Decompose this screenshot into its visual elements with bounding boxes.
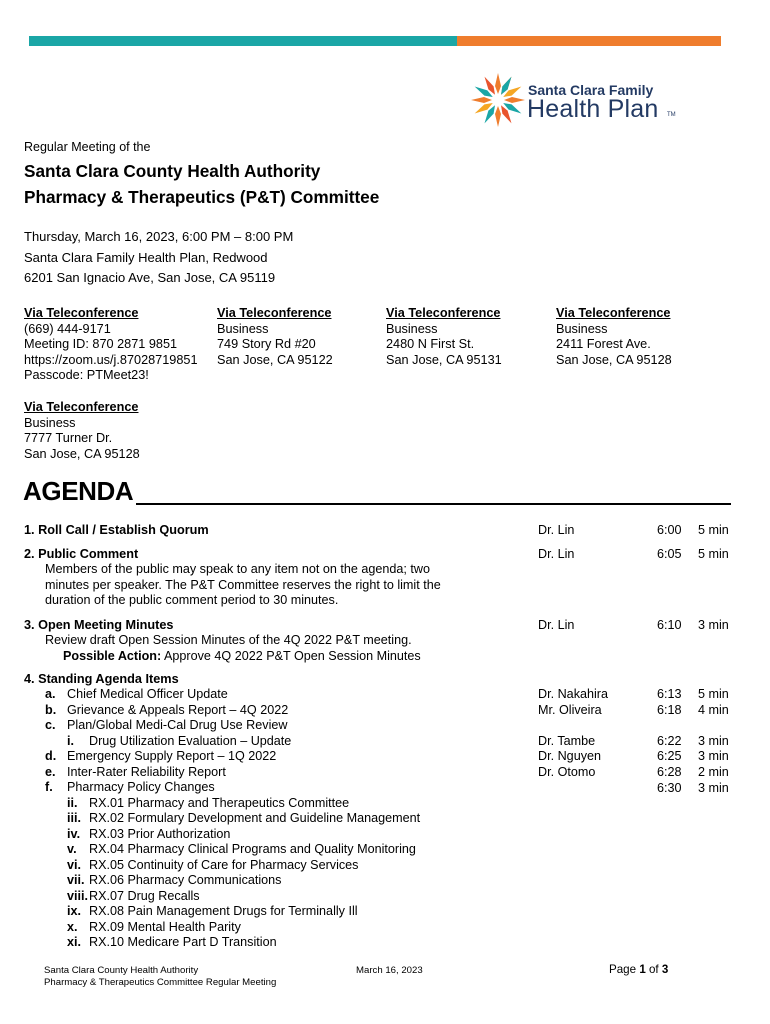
subitem-row [45, 935, 420, 951]
page-number: 1 [639, 963, 646, 976]
agenda-item-1-duration: 5 min [698, 523, 729, 537]
teleconference-type: Business [556, 321, 608, 336]
agenda-item-3-duration: 3 min [698, 618, 729, 632]
subitem-text: RX.06 Pharmacy Communications [89, 873, 282, 887]
subitem-letter: b. [45, 702, 57, 717]
meeting-place: Santa Clara Family Health Plan, Redwood [24, 250, 268, 265]
subitem-row [45, 904, 420, 920]
description-line: duration of the public comment period to 30 minutes. [45, 593, 339, 607]
subitem-row [45, 718, 420, 734]
agenda-item-1-label: 1. Roll Call / Establish Quorum [24, 523, 209, 537]
subitem-row [45, 842, 420, 858]
agenda-item-4e-presenter: Dr. Otomo [538, 765, 596, 779]
subitem-row [45, 827, 420, 843]
agenda-item-4-subitems [45, 687, 420, 951]
subitem-numeral: viii. [67, 888, 88, 903]
page-total: 3 [661, 963, 669, 976]
subitem-row [45, 920, 420, 936]
teleconference-block-2 [217, 306, 333, 368]
subitem-text: RX.10 Medicare Part D Transition [89, 935, 277, 949]
page-prefix: Page [609, 963, 640, 976]
agenda-item-3-action [63, 649, 421, 665]
subitem-text: RX.09 Mental Health Parity [89, 919, 241, 934]
teleconference-phone: (669) 444-9171 [24, 321, 111, 336]
meeting-date: Thursday, March 16, 2023, 6:00 PM – 8:00 PM [24, 229, 294, 244]
agenda-item-4a-duration: 5 min [698, 687, 729, 701]
teleconference-heading: Via Teleconference [24, 306, 139, 320]
subitem-letter: c. [45, 718, 56, 732]
subitem-numeral: vii. [67, 873, 85, 887]
teleconference-type: Business [386, 321, 438, 336]
description-line: minutes per speaker. The P&T Committee reserves the right to limit the [45, 577, 441, 592]
teleconference-city: San Jose, CA 95122 [217, 352, 333, 367]
meeting-address: 6201 San Ignacio Ave, San Jose, CA 95119 [24, 270, 276, 285]
subitem-row [45, 780, 420, 796]
teleconference-heading: Via Teleconference [386, 306, 501, 320]
agenda-item-4ci-presenter: Dr. Tambe [538, 734, 596, 748]
subitem-row [45, 765, 420, 781]
agenda-item-4d-time: 6:25 [657, 749, 682, 763]
meeting-intro: Regular Meeting of the [24, 140, 151, 154]
subitem-numeral: i. [67, 733, 74, 748]
subitem-numeral: ix. [67, 904, 82, 918]
logo-text-line2: Health Plan [527, 95, 659, 123]
agenda-item-4b-duration: 4 min [698, 703, 729, 717]
footer-date: March 16, 2023 [356, 965, 423, 976]
page-indicator [609, 963, 668, 976]
agenda-item-4d-duration: 3 min [698, 749, 729, 763]
agenda-item-3-time: 6:10 [657, 618, 682, 632]
page-mid: of [645, 963, 662, 976]
agenda-item-2-description [45, 562, 441, 609]
subitem-text: RX.03 Prior Authorization [89, 826, 231, 841]
agenda-item-4ci-duration: 3 min [698, 734, 729, 748]
teleconference-zoom-link[interactable]: https://zoom.us/j.87028719851 [24, 352, 198, 367]
agenda-item-4b-time: 6:18 [657, 703, 682, 717]
subitem-numeral: iii. [67, 811, 81, 825]
subitem-row [45, 873, 420, 889]
action-text: Approve 4Q 2022 P&T Open Session Minutes [161, 649, 421, 663]
teleconference-block-3 [386, 306, 502, 368]
subitem-numeral: ii. [67, 795, 78, 810]
subitem-text: Emergency Supply Report – 1Q 2022 [67, 749, 277, 763]
teleconference-heading: Via Teleconference [217, 306, 332, 320]
subitem-row [45, 796, 420, 812]
subitem-text: Plan/Global Medi-Cal Drug Use Review [67, 718, 288, 732]
subitem-numeral: vi. [67, 857, 82, 872]
teleconference-heading: Via Teleconference [24, 400, 139, 414]
subitem-text: Pharmacy Policy Changes [67, 780, 215, 794]
subitem-numeral: x. [67, 919, 78, 934]
description-line: Members of the public may speak to any item not on the agenda; two [45, 562, 431, 576]
agenda-item-4a-time: 6:13 [657, 687, 682, 701]
subitem-text: Grievance & Appeals Report – 4Q 2022 [67, 702, 289, 717]
subitem-letter: a. [45, 687, 56, 701]
agenda-item-3-presenter: Dr. Lin [538, 618, 575, 632]
agenda-item-4f-duration: 3 min [698, 781, 729, 795]
teleconference-meeting-id: Meeting ID: 870 2871 9851 [24, 337, 178, 352]
teleconference-block-4 [556, 306, 672, 368]
header-bar-orange [457, 36, 721, 46]
subitem-row [45, 889, 420, 905]
subitem-text: RX.04 Pharmacy Clinical Programs and Quality Monitoring [89, 842, 416, 856]
subitem-numeral: iv. [67, 826, 81, 841]
subitem-numeral: xi. [67, 935, 82, 949]
agenda-item-2-time: 6:05 [657, 547, 682, 561]
page-title: Santa Clara County Health Authority [24, 161, 321, 181]
footer-org-line2: Pharmacy & Therapeutics Committee Regular Meeting [44, 977, 277, 988]
subitem-text: RX.01 Pharmacy and Therapeutics Committee [89, 795, 350, 810]
agenda-item-4a-presenter: Dr. Nakahira [538, 687, 608, 701]
subitem-text: Drug Utilization Evaluation – Update [89, 733, 292, 748]
subitem-text: Chief Medical Officer Update [67, 687, 228, 701]
teleconference-block-1 [24, 306, 198, 384]
agenda-item-2-label: 2. Public Comment [24, 547, 139, 561]
teleconference-passcode: Passcode: PTMeet23! [24, 368, 149, 383]
agenda-item-4f-time: 6:30 [657, 781, 682, 795]
footer-organization [44, 965, 276, 989]
subitem-row [45, 703, 420, 719]
agenda-item-4d-presenter: Dr. Nguyen [538, 749, 601, 763]
teleconference-street: 749 Story Rd #20 [217, 337, 316, 352]
subitem-letter: f. [45, 780, 53, 794]
subitem-letter: e. [45, 764, 56, 779]
agenda-item-4e-time: 6:28 [657, 765, 682, 779]
teleconference-street: 2411 Forest Ave. [556, 337, 651, 352]
agenda-item-4b-presenter: Mr. Oliveira [538, 703, 602, 717]
agenda-item-2-duration: 5 min [698, 547, 729, 561]
committee-title: Pharmacy & Therapeutics (P&T) Committee [24, 187, 380, 207]
teleconference-type: Business [217, 321, 269, 336]
sunburst-logo-icon [470, 71, 526, 129]
header-bar-teal [29, 36, 457, 46]
subitem-row [45, 811, 420, 827]
agenda-item-4ci-time: 6:22 [657, 734, 682, 748]
agenda-divider [136, 503, 731, 505]
teleconference-city: San Jose, CA 95128 [24, 446, 140, 461]
subitem-letter: d. [45, 749, 57, 763]
teleconference-street: 7777 Turner Dr. [24, 431, 113, 446]
agenda-item-1-time: 6:00 [657, 523, 682, 537]
teleconference-city: San Jose, CA 95131 [386, 352, 502, 367]
agenda-item-3-description: Review draft Open Session Minutes of the 4Q 2022 P&T meeting. [45, 633, 412, 647]
teleconference-heading: Via Teleconference [556, 306, 671, 320]
subitem-row [45, 749, 420, 765]
agenda-item-4e-duration: 2 min [698, 765, 729, 779]
subitem-text: Inter-Rater Reliability Report [67, 764, 226, 779]
subitem-row [45, 734, 420, 750]
subitem-row [45, 858, 420, 874]
subitem-numeral: v. [67, 842, 77, 856]
subitem-text: RX.07 Drug Recalls [89, 888, 200, 903]
subitem-text: RX.02 Formulary Development and Guideline Management [89, 811, 421, 825]
logo-trademark: TM [667, 112, 676, 118]
teleconference-type: Business [24, 415, 76, 430]
agenda-item-4-label: 4. Standing Agenda Items [24, 672, 179, 686]
teleconference-street: 2480 N First St. [386, 337, 475, 352]
agenda-item-3-label: 3. Open Meeting Minutes [24, 618, 174, 632]
teleconference-city: San Jose, CA 95128 [556, 352, 672, 367]
agenda-item-2-presenter: Dr. Lin [538, 547, 575, 561]
agenda-title: AGENDA [23, 476, 134, 506]
subitem-row [45, 687, 420, 703]
subitem-text: RX.05 Continuity of Care for Pharmacy Services [89, 857, 359, 872]
teleconference-block-5 [24, 400, 140, 462]
footer-org-line1: Santa Clara County Health Authority [44, 965, 199, 976]
agenda-item-1-presenter: Dr. Lin [538, 523, 575, 537]
subitem-text: RX.08 Pain Management Drugs for Terminally Ill [89, 904, 358, 918]
logo-text-line1: Santa Clara Family [528, 82, 654, 98]
action-label: Possible Action: [63, 649, 162, 663]
